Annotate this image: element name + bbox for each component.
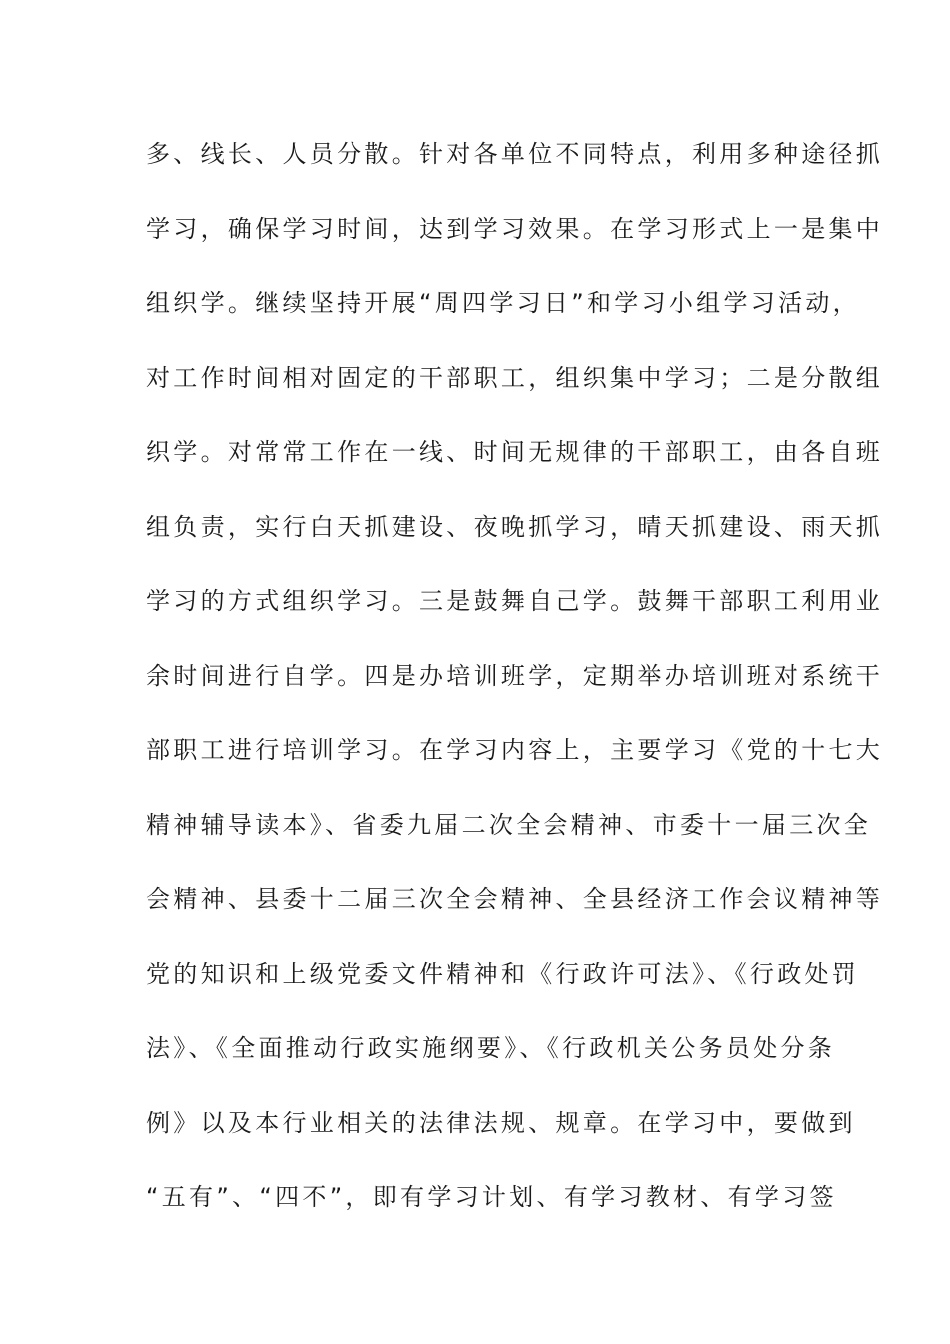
text-line: 例》以及本行业相关的法律法规、规章。在学习中，要做到 xyxy=(146,1108,856,1137)
text-line: 部职工进行培训学习。在学习内容上，主要学习《党的十七大 xyxy=(146,736,884,764)
body-text xyxy=(146,131,884,1249)
text-line: 学习，确保学习时间，达到学习效果。在学习形式上一是集中 xyxy=(146,214,884,243)
text-line: 党的知识和上级党委文件精神和《行政许可法》、《行政处罚 xyxy=(146,959,860,988)
text-line: 对工作时间相对固定的干部职工，组织集中学习；二是分散组 xyxy=(146,363,884,392)
text-line: 会精神、县委十二届三次全会精神、全县经济工作会议精神等 xyxy=(146,885,884,913)
text-line: 法》、《全面推动行政实施纲要》、《行政机关公务员处分条 xyxy=(146,1034,836,1062)
text-line: 余时间进行自学。四是办培训班学，定期举办培训班对系统干 xyxy=(146,661,884,690)
text-line: 学习的方式组织学习。三是鼓舞自己学。鼓舞干部职工利用业 xyxy=(146,587,884,615)
text-line: 组负责，实行白天抓建设、夜晚抓学习，晴天抓建设、雨天抓 xyxy=(146,512,884,541)
text-line: 多、线长、人员分散。针对各单位不同特点，利用多种途径抓 xyxy=(146,140,884,168)
text-line: 组织学。继续坚持开展“周四学习日”和学习小组学习活动， xyxy=(146,289,860,317)
text-line: 织学。对常常工作在一线、时间无规律的干部职工，由各自班 xyxy=(146,438,884,466)
text-line: 精神辅导读本》、省委九届二次全会精神、市委十一届三次全 xyxy=(146,810,872,839)
text-line: “五有”、“四不”，即有学习计划、有学习教材、有学习签 xyxy=(146,1183,837,1211)
